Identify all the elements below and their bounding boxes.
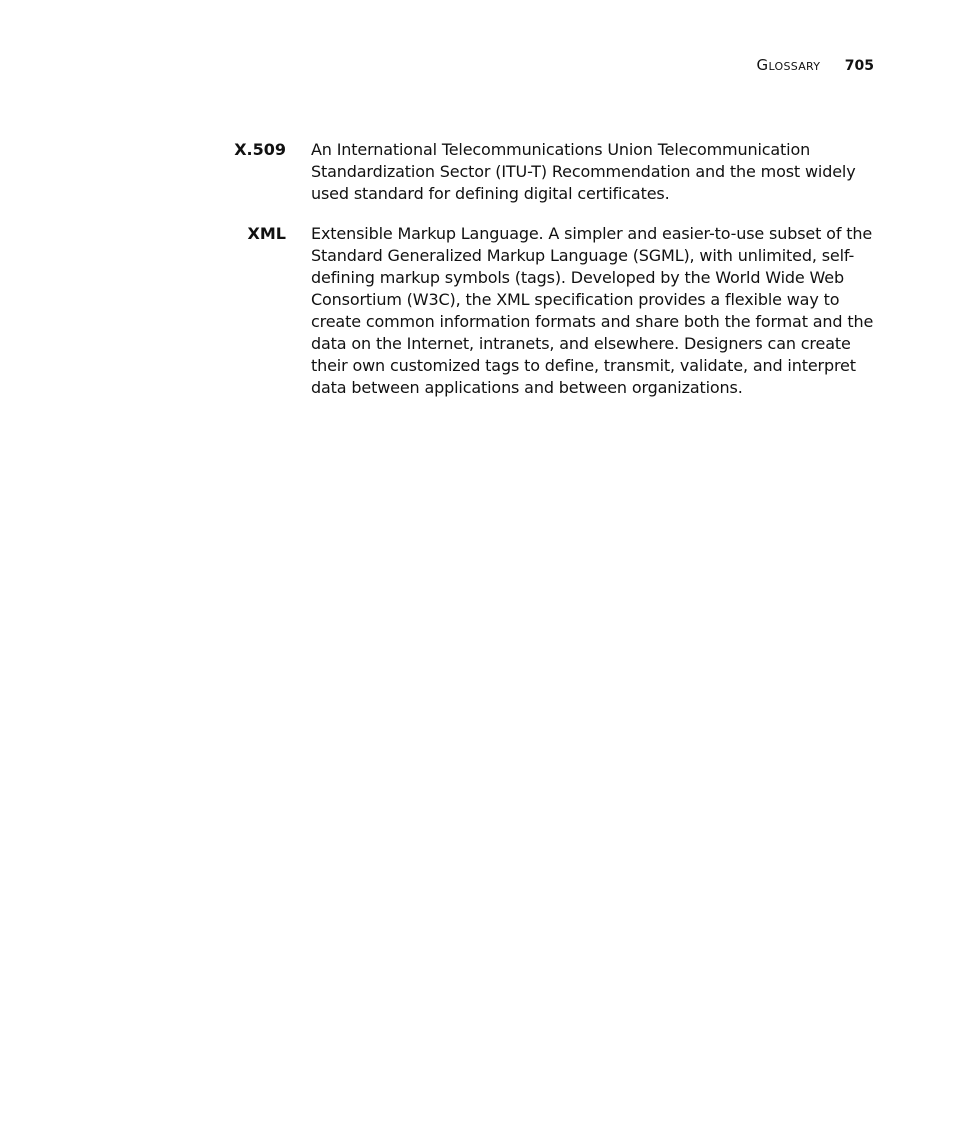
glossary-term: X.509: [234, 140, 286, 159]
glossary-entries: [180, 139, 890, 417]
page-number: 705: [844, 58, 874, 74]
glossary-entry-x509: [180, 139, 890, 205]
glossary-definition: An International Telecommunications Union Telecommunication Standardization Sector (ITU-T) Recommendation and the most widely used standard for defining digital certificates.: [311, 140, 856, 203]
running-header: [757, 55, 874, 76]
glossary-entry-xml: [180, 223, 890, 399]
glossary-term: XML: [247, 224, 286, 243]
glossary-definition: Extensible Markup Language. A simpler and easier-to-use subset of the Standard Generalized Markup Language (SGML), with unlimited, self-defining markup symbols (tags). Developed by the World Wide Web Consortium (W3C), the XML specification provides a flexible way to create common information formats and share both the format and the data on the Internet, intranets, and elsewhere. Designers can create their own customized tags to define, transmit, validate, and interpret data between applications and between organizations.: [311, 224, 874, 397]
section-title: Glossary: [756, 56, 821, 74]
